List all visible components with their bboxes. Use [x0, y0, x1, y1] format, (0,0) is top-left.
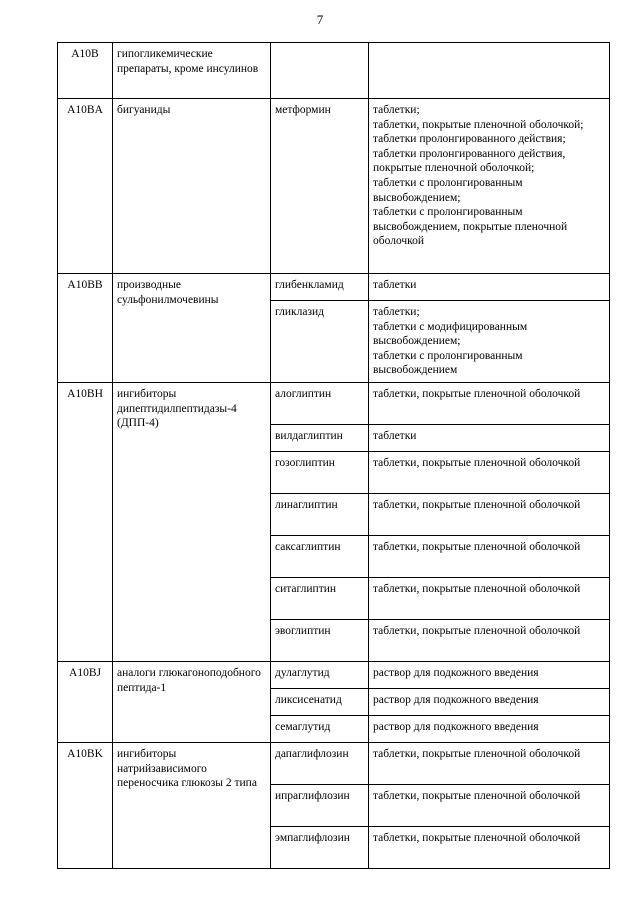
dosage-form-line: таблетки, покрытые пленочной оболочкой;	[373, 118, 584, 131]
dosage-form-line: таблетки	[373, 279, 417, 291]
dosage-form-cell	[369, 826, 610, 868]
drug-name-cell: ипраглифлозин	[271, 784, 369, 826]
dosage-form-line: таблетки пролонгированного действия;	[373, 133, 566, 146]
dosage-form-line: таблетки пролонгированного действия, покрытые пленочной оболочкой;	[373, 147, 566, 175]
dosage-form-line: таблетки с пролонгированным высвобождением, покрытые пленочной оболочкой	[373, 206, 568, 248]
dosage-form-cell	[369, 661, 610, 688]
table-row	[58, 382, 610, 424]
dosage-form-cell	[369, 424, 610, 451]
drug-name-cell: саксаглиптин	[271, 535, 369, 577]
drug-name-cell: гозоглиптин	[271, 451, 369, 493]
dosage-form-line: раствор для подкожного введения	[373, 720, 539, 733]
atc-code-cell: A10BK	[58, 742, 113, 868]
dosage-form-line: таблетки с пролонгированным высвобождением;	[373, 176, 523, 204]
drug-table	[57, 42, 610, 869]
drug-name-cell: гликлазид	[271, 301, 369, 383]
drug-name-cell: глибенкламид	[271, 274, 369, 301]
drug-name-cell: дулаглутид	[271, 661, 369, 688]
dosage-form-cell	[369, 577, 610, 619]
dosage-form-line: таблетки;	[373, 306, 420, 318]
group-name-cell: бигуаниды	[113, 99, 271, 274]
dosage-form-line: таблетки с пролонгированным высвобождением	[373, 349, 523, 377]
dosage-form-line: таблетки, покрытые пленочной оболочкой	[373, 624, 581, 637]
dosage-form-line: раствор для подкожного введения	[373, 666, 539, 679]
dosage-form-line: таблетки с модифицированным высвобождением;	[373, 320, 528, 348]
dosage-form-line: таблетки, покрытые пленочной оболочкой	[373, 540, 581, 553]
drug-name-cell: ликсисенатид	[271, 688, 369, 715]
dosage-form-line: таблетки, покрытые пленочной оболочкой	[373, 747, 581, 760]
atc-code-cell: A10BB	[58, 274, 113, 383]
drug-name-cell: ситаглиптин	[271, 577, 369, 619]
dosage-form-cell	[369, 451, 610, 493]
dosage-form-cell	[369, 99, 610, 274]
drug-table-body	[58, 43, 610, 869]
table-row	[58, 742, 610, 784]
drug-name-cell: метформин	[271, 99, 369, 274]
dosage-form-cell	[369, 43, 610, 99]
table-row	[58, 274, 610, 301]
atc-code-cell: A10B	[58, 43, 113, 99]
dosage-form-cell	[369, 619, 610, 661]
group-name-cell: ингибиторы дипептидилпептидазы-4 (ДПП-4)	[113, 382, 271, 661]
dosage-form-cell	[369, 301, 610, 383]
atc-code-cell: A10BA	[58, 99, 113, 274]
dosage-form-line: таблетки, покрытые пленочной оболочкой	[373, 789, 581, 802]
dosage-form-line: таблетки, покрытые пленочной оболочкой	[373, 831, 581, 844]
drug-name-cell: линаглиптин	[271, 493, 369, 535]
dosage-form-cell	[369, 688, 610, 715]
table-row	[58, 99, 610, 274]
table-row	[58, 43, 610, 99]
dosage-form-cell	[369, 535, 610, 577]
dosage-form-cell	[369, 784, 610, 826]
page-number: 7	[316, 12, 324, 27]
table-row	[58, 661, 610, 688]
group-name-cell: производные сульфонилмочевины	[113, 274, 271, 383]
dosage-form-line: таблетки, покрытые пленочной оболочкой	[373, 498, 581, 511]
dosage-form-line: таблетки, покрытые пленочной оболочкой	[373, 456, 581, 469]
dosage-form-cell	[369, 493, 610, 535]
drug-name-cell: вилдаглиптин	[271, 424, 369, 451]
atc-code-cell: A10BJ	[58, 661, 113, 742]
drug-name-cell: эвоглиптин	[271, 619, 369, 661]
dosage-form-line: раствор для подкожного введения	[373, 693, 539, 706]
drug-name-cell: дапаглифлозин	[271, 742, 369, 784]
dosage-form-line: таблетки	[373, 429, 417, 442]
dosage-form-cell	[369, 274, 610, 301]
dosage-form-cell	[369, 715, 610, 742]
dosage-form-cell	[369, 742, 610, 784]
drug-name-cell: эмпаглифлозин	[271, 826, 369, 868]
atc-code-cell: A10BH	[58, 382, 113, 661]
group-name-cell: аналоги глюкагоноподобного пептида-1	[113, 661, 271, 742]
group-name-cell: ингибиторы натрийзависимого переносчика глюкозы 2 типа	[113, 742, 271, 868]
dosage-form-cell	[369, 382, 610, 424]
drug-name-cell: алоглиптин	[271, 382, 369, 424]
dosage-form-line: таблетки, покрытые пленочной оболочкой	[373, 387, 581, 400]
dosage-form-line: таблетки;	[373, 104, 420, 116]
drug-name-cell	[271, 43, 369, 99]
group-name-cell: гипогликемические препараты, кроме инсулинов	[113, 43, 271, 99]
dosage-form-line: таблетки, покрытые пленочной оболочкой	[373, 582, 581, 595]
drug-name-cell: семаглутид	[271, 715, 369, 742]
